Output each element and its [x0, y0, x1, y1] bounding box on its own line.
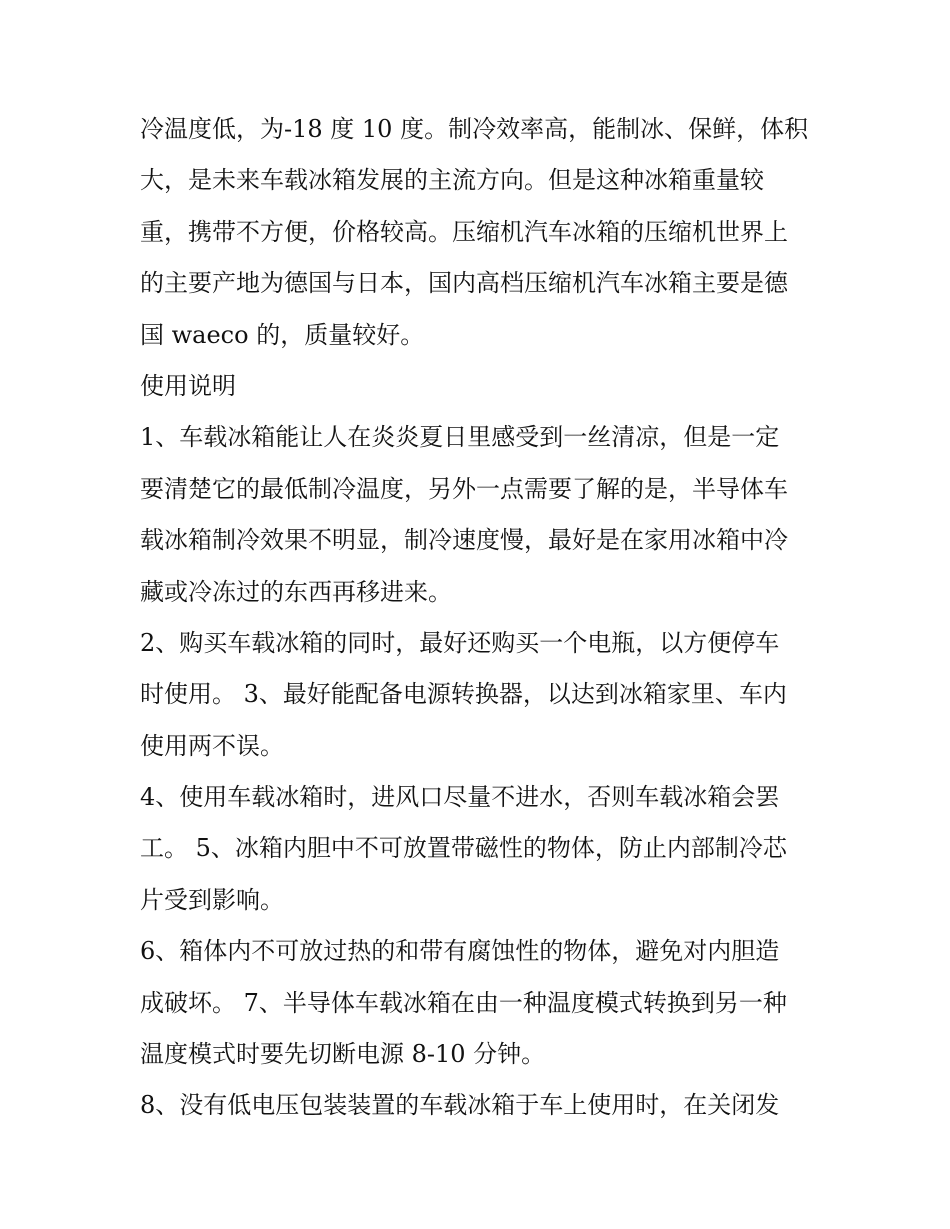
text-line: 藏或冷冻过的东西再移进来。: [140, 577, 452, 606]
text-line: 4、使用车载冰箱时，进风口尽量不进水，否则车载冰箱会罢: [140, 783, 780, 812]
text-line: 6、箱体内不可放过热的和带有腐蚀性的物体，避免对内胆造: [140, 937, 780, 966]
text-line: 重，携带不方便，价格较高。压缩机汽车冰箱的压缩机世界上: [140, 217, 788, 246]
text-line: 片受到影响。: [140, 885, 284, 914]
text-line: 温度模式时要先切断电源 8-10 分钟。: [140, 1040, 546, 1069]
text-line: 1、车载冰箱能让人在炎炎夏日里感受到一丝清凉，但是一定: [140, 423, 780, 452]
text-line: 要清楚它的最低制冷温度，另外一点需要了解的是，半导体车: [140, 474, 788, 503]
text-line: 成破坏。 7、半导体车载冰箱在由一种温度模式转换到另一种: [140, 988, 787, 1017]
document-body: [140, 104, 820, 1132]
text-line: 大，是未来车载冰箱发展的主流方向。但是这种冰箱重量较: [140, 166, 764, 195]
text-line: 冷温度低，为-18 度 10 度。制冷效率高，能制冰、保鲜，体积: [140, 115, 809, 143]
text-line: 国 waeco 的，质量较好。: [140, 320, 425, 349]
text-line: 的主要产地为德国与日本，国内高档压缩机汽车冰箱主要是德: [140, 269, 788, 298]
text-line: 8、没有低电压包装装置的车载冰箱于车上使用时，在关闭发: [140, 1091, 780, 1120]
text-line: 工。 5、冰箱内胆中不可放置带磁性的物体，防止内部制冷芯: [140, 834, 787, 863]
text-line: 2、购买车载冰箱的同时，最好还购买一个电瓶，以方便停车: [140, 628, 780, 657]
section-heading: 使用说明: [140, 371, 236, 400]
text-line: 载冰箱制冷效果不明显，制冷速度慢，最好是在家用冰箱中冷: [140, 526, 788, 555]
text-line: 使用两不误。: [140, 731, 284, 760]
text-line: 时使用。 3、最好能配备电源转换器，以达到冰箱家里、车内: [140, 680, 787, 709]
